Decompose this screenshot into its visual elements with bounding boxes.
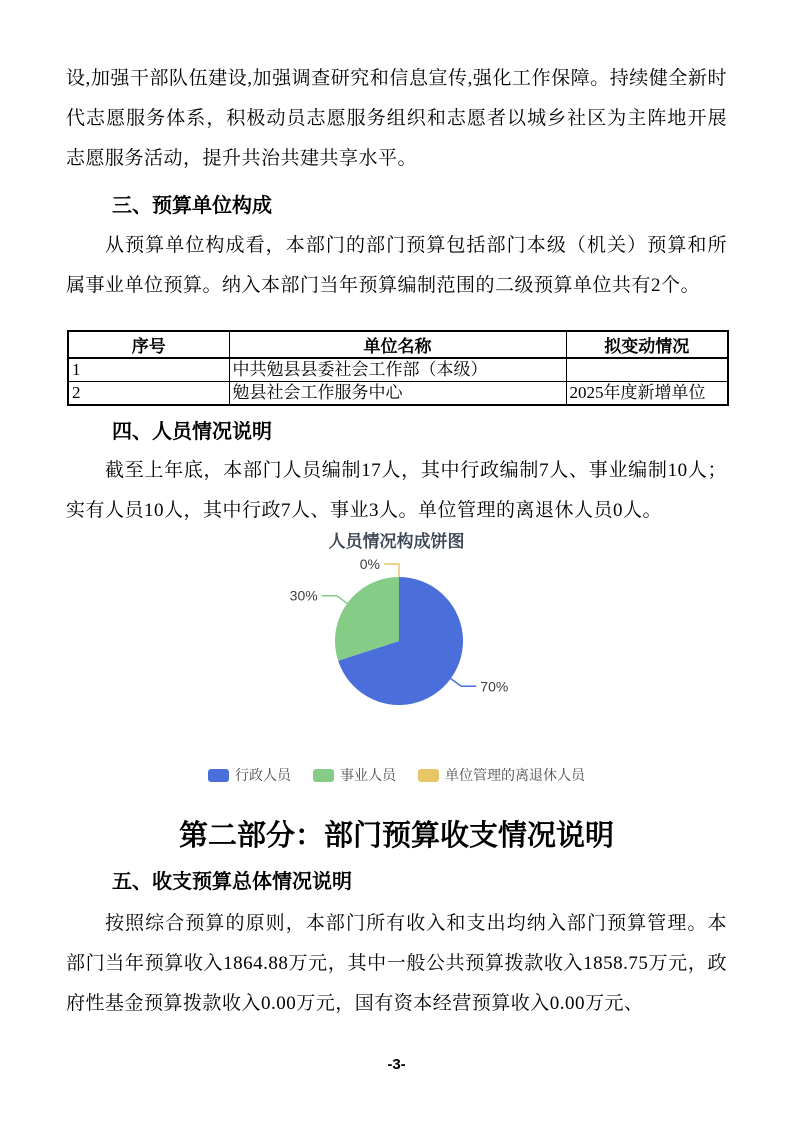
table-row [68, 358, 728, 382]
cell-change [566, 358, 728, 382]
chart-legend [132, 767, 662, 784]
legend-label: 事业人员 [340, 767, 396, 783]
section-heading-3: 三、预算单位构成 [112, 195, 272, 217]
intro-paragraph: 设,加强干部队伍建设,加强调查研究和信息宣传,强化工作保障。持续健全新时代志愿服务体系，积极动员志愿服务组织和志愿者以城乡社区为主阵地开展志愿服务活动，提升共治共建共享水平。 [66, 68, 727, 169]
page-number: -3- [387, 1056, 406, 1073]
legend-item-retired [418, 767, 585, 784]
legend-item-public-institution [313, 767, 396, 784]
table-row [68, 382, 728, 406]
legend-item-admin [208, 767, 291, 784]
section-3-paragraph: 从预算单位构成看，本部门的部门预算包括部门本级（机关）预算和所属事业单位预算。纳入本部门当年预算编制范围的二级预算单位共有2个。 [66, 235, 727, 296]
personnel-pie-chart [132, 531, 662, 784]
cell-index: 2 [68, 382, 229, 406]
budget-units-table [67, 330, 729, 406]
pie-percent-label-2: 0% [359, 556, 380, 572]
pie-label-line-1 [321, 596, 347, 604]
table-header-unit-name: 单位名称 [229, 331, 566, 358]
pie-percent-label-0: 70% [479, 678, 508, 695]
cell-unit-name: 中共勉县县委社会工作部（本级） [229, 358, 566, 382]
section-heading-4: 四、人员情况说明 [112, 421, 272, 443]
legend-swatch-icon [418, 769, 439, 782]
section-5-paragraph: 按照综合预算的原则，本部门所有收入和支出均纳入部门预算管理。本部门当年预算收入1864.88万元，其中一般公共预算拨款收入1858.75万元，政府性基金预算拨款收入0.00万元，国有资本经营预算收入0.00万元、 [66, 913, 727, 1014]
section-heading-5: 五、收支预算总体情况说明 [112, 871, 352, 893]
pie-percent-label-1: 30% [289, 587, 318, 604]
cell-index: 1 [68, 358, 229, 382]
legend-label: 行政人员 [235, 767, 291, 783]
part2-heading: 第二部分：部门预算收支情况说明 [178, 820, 614, 852]
pie-label-line-2 [384, 564, 399, 577]
pie-label-line-0 [450, 679, 476, 687]
legend-swatch-icon [313, 769, 334, 782]
table-header-row [68, 331, 728, 358]
table-header-index: 序号 [68, 331, 229, 358]
legend-label: 单位管理的离退休人员 [445, 767, 585, 783]
chart-title: 人员情况构成饼图 [328, 532, 465, 551]
cell-change: 2025年度新增单位 [566, 382, 728, 406]
table-header-change: 拟变动情况 [566, 331, 728, 358]
cell-unit-name: 勉县社会工作服务中心 [229, 382, 566, 406]
section-4-paragraph: 截至上年底，本部门人员编制17人，其中行政编制7人、事业编制10人；实有人员10人，其中行政7人、事业3人。单位管理的离退休人员0人。 [66, 460, 727, 521]
legend-swatch-icon [208, 769, 229, 782]
pie-chart-canvas [132, 553, 662, 715]
